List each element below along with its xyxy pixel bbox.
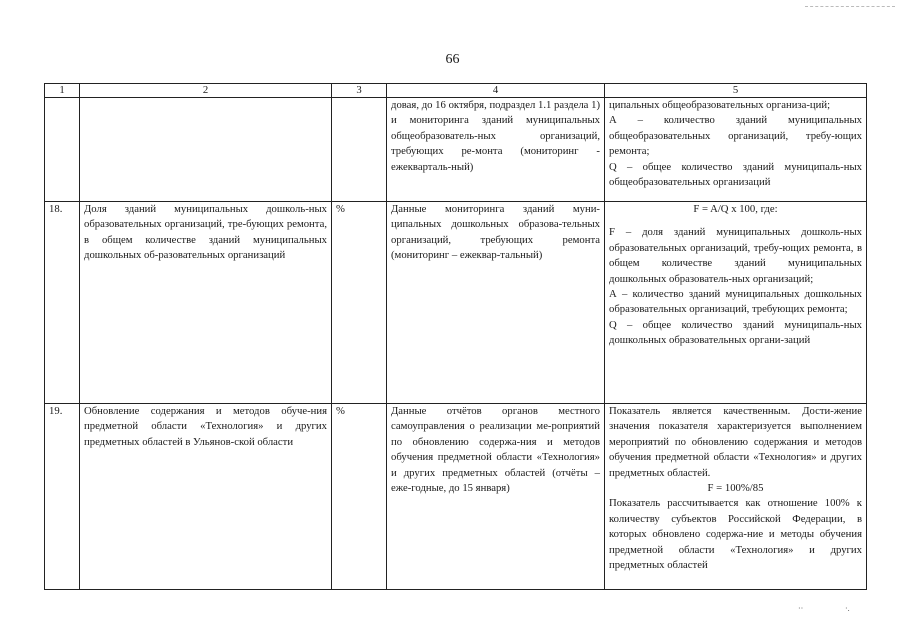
- method-intro: Показатель является качественным. Дости-жение значения показателя характеризуется выполнением мероприятий по обновлению содержания и методов обучения предметной области «Технология» и других предметных областей.: [609, 405, 862, 479]
- indicator-name: Обновление содержания и методов обуче-ния предметной области «Технология» и других предметных областей в Ульянов-ской области: [80, 404, 332, 590]
- table-row: [45, 98, 867, 202]
- method-cell: [605, 202, 867, 404]
- header-row: [45, 84, 867, 98]
- scan-artifact: ·.: [845, 604, 850, 613]
- method-cell: [605, 404, 867, 590]
- row-number: 18.: [45, 202, 80, 404]
- formula: F = 100%/85: [707, 482, 764, 495]
- column-header-4: 4: [387, 84, 605, 98]
- unit-cell: [332, 98, 387, 202]
- method-line: А – количество зданий муниципальных дошкольных образовательных организаций, требующих ремонта;: [609, 288, 862, 316]
- method-line: Q – общее количество зданий муниципаль-ных дошкольных образовательных органи-заций: [609, 318, 862, 347]
- spacer: [609, 217, 862, 225]
- indicator-name: [80, 98, 332, 202]
- scan-artifact: ··: [798, 604, 804, 613]
- method-line: F – доля зданий муниципальных дошколь-ных образовательных организаций, требу-ющих ремонта, в общем количестве зданий муниципальных дошкольных образователь-ных организаций;: [609, 226, 862, 285]
- source-cell: Данные отчётов органов местного самоуправления о реализации ме-роприятий по обновлению содержа-ния и методов обучения предметной области «Технология» и других предметных областей (отчёты – еже-годные, до 15 января): [387, 404, 605, 590]
- column-header-1: 1: [45, 84, 80, 98]
- column-header-2: 2: [80, 84, 332, 98]
- indicator-name: Доля зданий муниципальных дошколь-ных образовательных организаций, тре-бующих ремонта, в общем количестве зданий муниципальных дошкольных об-разовательных организаций: [80, 202, 332, 404]
- unit-cell: %: [332, 404, 387, 590]
- source-cell: довая, до 16 октября, подраздел 1.1 раздела 1) и мониторинга зданий муниципальных общеобразователь-ных организаций, требующих ре-монта (мониторинг - ежекварталь-ный): [387, 98, 605, 202]
- method-line: ципальных общеобразовательных организа-ций;: [609, 99, 831, 111]
- table-row: [45, 202, 867, 404]
- method-cell: [605, 98, 867, 202]
- method-line: А – количество зданий муниципальных общеобразовательных организаций, требу-ющих ремонта;: [609, 114, 862, 158]
- page-number: 66: [445, 52, 460, 67]
- indicator-table: [44, 83, 867, 590]
- table-row: [45, 404, 867, 590]
- column-header-5: 5: [605, 84, 867, 98]
- scan-corner-mark: [805, 6, 895, 7]
- method-line: Q – общее количество зданий муниципаль-ных общеобразовательных организаций: [609, 160, 862, 189]
- column-header-3: 3: [332, 84, 387, 98]
- source-cell: Данные мониторинга зданий муни-ципальных дошкольных образова-тельных организаций, требующих ремонта (мониторинг – ежеквар-тальный): [387, 202, 605, 404]
- formula: F = A/Q x 100, где:: [693, 203, 778, 215]
- unit-cell: %: [332, 202, 387, 404]
- row-number: 19.: [45, 404, 80, 590]
- method-outro: Показатель рассчитывается как отношение 100% к количеству субъектов Российской Федерации, в которых обновлено содержа-ние и методы обучения предметной области «Технология» и других предметных областей: [609, 497, 862, 572]
- row-number: [45, 98, 80, 202]
